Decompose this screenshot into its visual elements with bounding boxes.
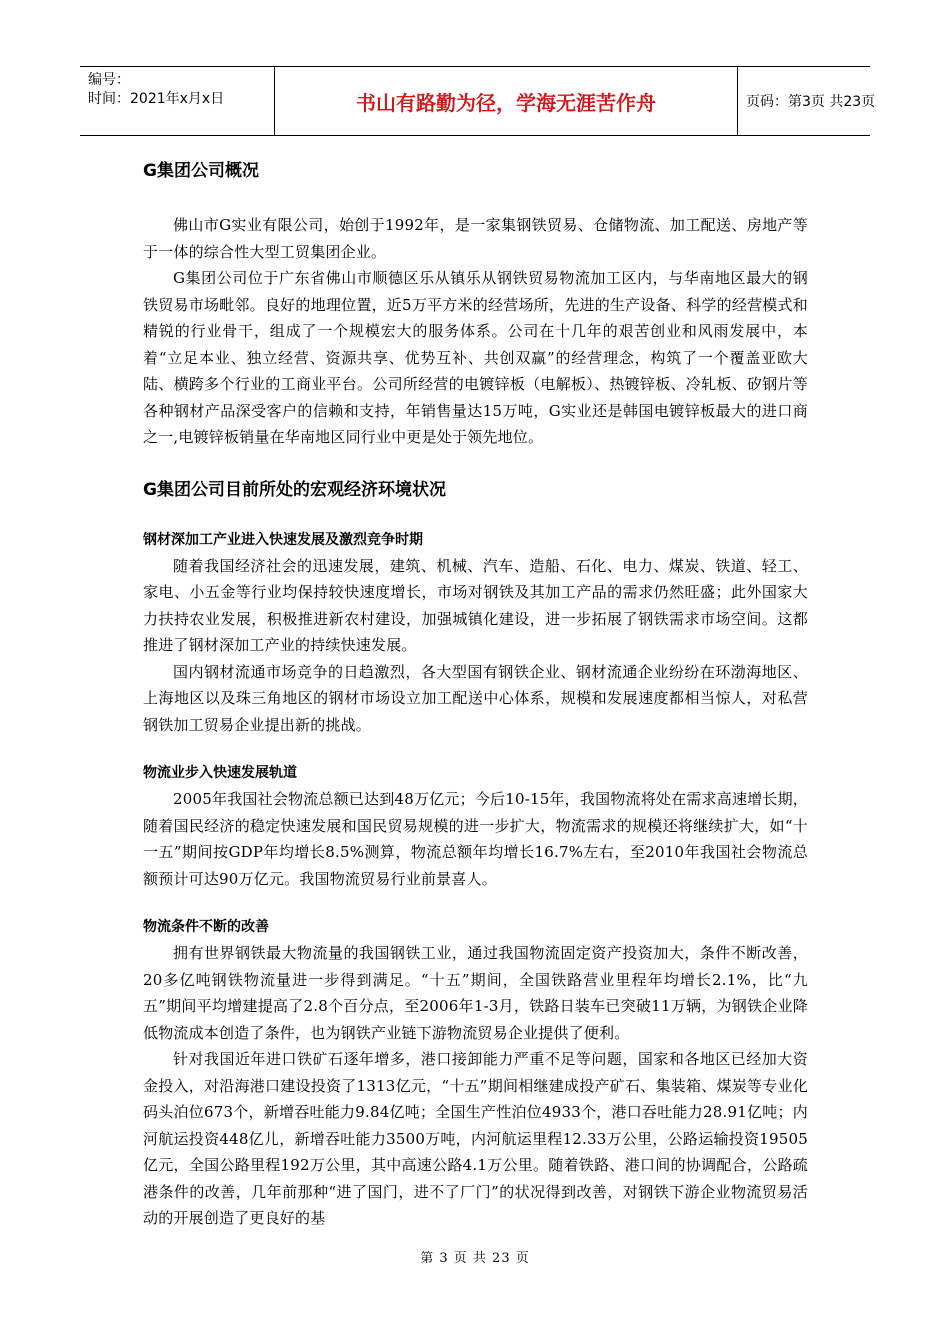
paragraph: 国内钢材流通市场竞争的日趋激烈，各大型国有钢铁企业、钢材流通企业纷纷在环渤海地区、上海地区以及珠三角地区的钢材市场设立加工配送中心体系，规模和发展速度都相当惊人，对私营钢铁加工贸易企业提出新的挑战。 xyxy=(143,662,808,734)
page-header xyxy=(80,66,876,136)
subsection-title-logistics-growth: 物流业步入快速发展轨道 xyxy=(143,765,297,781)
paragraph: 佛山市G实业有限公司，始创于1992年，是一家集钢铁贸易、仓储物流、加工配送、房地产等于一体的综合性大型工贸集团企业。 xyxy=(143,216,808,261)
section-title-macro-environment: G集团公司目前所处的宏观经济环境状况 xyxy=(143,479,446,500)
header-meta xyxy=(80,67,275,135)
paragraph: 随着我国经济社会的迅速发展，建筑、机械、汽车、造船、石化、电力、煤炭、铁道、轻工、家电、小五金等行业均保持较快速度增长，市场对钢铁及其加工产品的需求仍然旺盛；此外国家大力扶持农业发展，积极推进新农村建设，加强城镇化建设，进一步拓展了钢铁需求市场空间。这都推进了钢材深加工产业的持续快速发展。 xyxy=(143,556,808,654)
paragraph: G集团公司位于广东省佛山市顺德区乐从镇乐从钢铁贸易物流加工区内，与华南地区最大的钢铁贸易市场毗邻。良好的地理位置，近5万平方米的经营场所，先进的生产设备、科学的经营模式和精锐的行业骨干，组成了一个规模宏大的服务体系。公司在十几年的艰苦创业和风雨发展中，本着“立足本业、独立经营、资源共享、优势互补、共创双赢”的经营理念，构筑了一个覆盖亚欧大陆、横跨多个行业的工商业平台。公司所经营的电镀锌板（电解板）、热镀锌板、冷轧板、矽钢片等各种钢材产品深受客户的信赖和支持，年销售量达15万吨，G实业还是韩国电镀锌板最大的进口商之一,电镀锌板销量在华南地区同行业中更是处于领先地位。 xyxy=(143,269,808,446)
header-date-label: 时间：2021年x月x日 xyxy=(88,91,225,107)
page-footer: 第 3 页 共 23 页 xyxy=(420,1251,530,1266)
paragraph: 拥有世界钢铁最大物流量的我国钢铁工业，通过我国物流固定资产投资加大，条件不断改善，20多亿吨钢铁物流量进一步得到满足。“十五”期间，全国铁路营业里程年均增长2.1%，比“九五”期间平均增建提高了2.8个百分点，至2006年1-3月，铁路日装车已突破11万辆，为钢铁企业降低物流成本创造了条件，也为钢铁产业链下游物流贸易企业提供了便利。 xyxy=(143,944,808,1042)
subsection-title-logistics-conditions: 物流条件不断的改善 xyxy=(143,919,269,935)
header-number-label: 编号： xyxy=(88,72,130,88)
document-body xyxy=(143,156,808,1232)
section-title-company-overview: G集团公司概况 xyxy=(143,161,259,181)
header-page-info: 页码：第3页 共23页 xyxy=(746,94,876,110)
paragraph: 2005年我国社会物流总额已达到48万亿元；今后10-15年，我国物流将处在需求高速增长期，随着国民经济的稳定快速发展和国民贸易规模的进一步扩大，物流需求的规模还将继续扩大，如“十一五”期间按GDP年均增长8.5%测算，物流总额年均增长16.7%左右，至2010年我国社会物流总额预计可达90万亿元。我国物流贸易行业前景喜人。 xyxy=(143,790,808,888)
header-motto: 书山有路勤为径，学海无涯苦作舟 xyxy=(275,67,738,135)
subsection-title-steel-processing: 钢材深加工产业进入快速发展及激烈竞争时期 xyxy=(143,531,423,548)
paragraph: 针对我国近年进口铁矿石逐年增多，港口接卸能力严重不足等问题，国家和各地区已经加大资金投入，对沿海港口建设投资了1313亿元，“十五”期间相继建成投产矿石、集装箱、煤炭等专业化码头泊位673个，新增吞吐能力9.84亿吨；全国生产性泊位4933个，港口吞吐能力28.91亿吨；内河航运投资448亿儿，新增吞吐能力3500万吨，内河航运里程12.33万公里，公路运输投资19505亿元，全国公路里程192万公里，其中高速公路4.1万公里。随着铁路、港口间的协调配合，公路疏港条件的改善，几年前那种“进了国门，进不了厂门”的状况得到改善，对钢铁下游企业物流贸易活动的开展创造了更良好的基 xyxy=(143,1050,808,1227)
